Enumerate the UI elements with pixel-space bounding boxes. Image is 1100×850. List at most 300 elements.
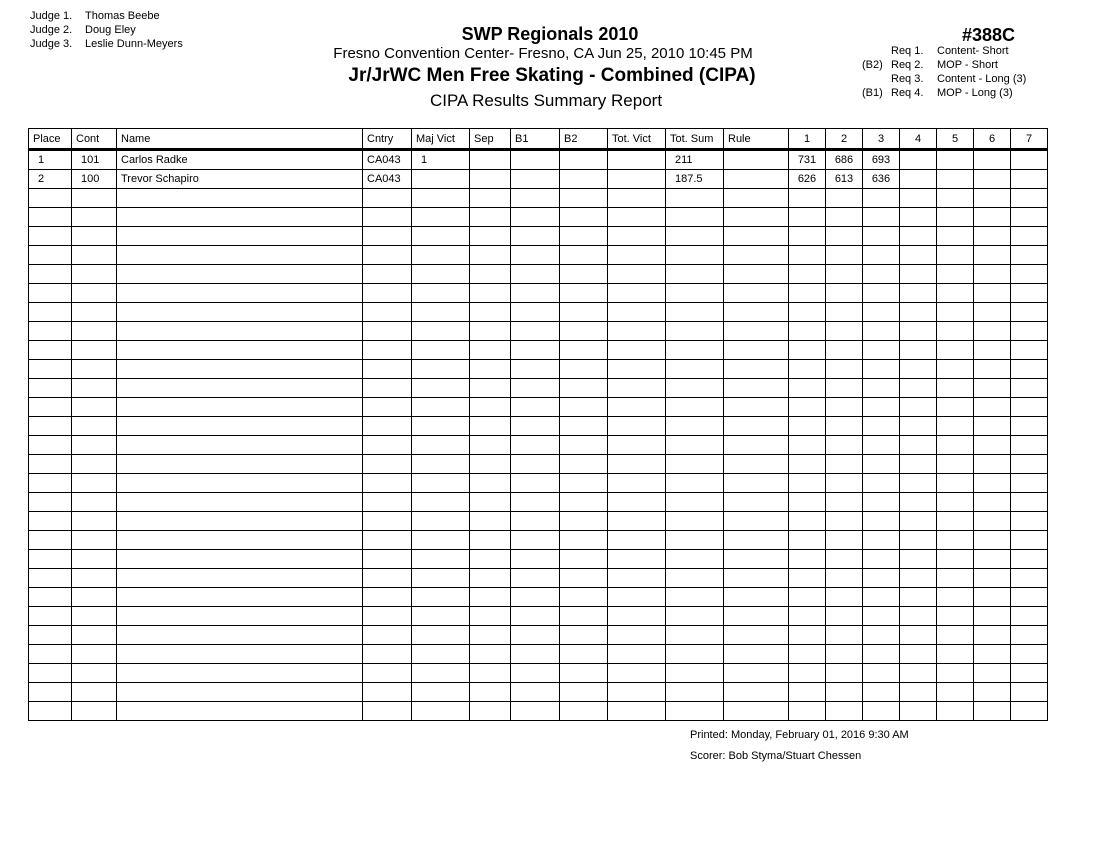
table-cell bbox=[900, 664, 937, 683]
table-cell bbox=[937, 303, 974, 322]
table-cell bbox=[117, 322, 363, 341]
table-cell bbox=[1011, 189, 1048, 208]
report-title: CIPA Results Summary Report bbox=[429, 91, 663, 110]
table-cell bbox=[511, 664, 560, 683]
table-cell bbox=[412, 512, 470, 531]
table-cell bbox=[117, 626, 363, 645]
table-cell bbox=[117, 512, 363, 531]
table-cell bbox=[117, 531, 363, 550]
table-cell bbox=[608, 645, 666, 664]
printed-timestamp: Printed: Monday, February 01, 2016 9:30 AM bbox=[690, 729, 909, 741]
table-cell bbox=[863, 512, 900, 531]
table-cell bbox=[937, 170, 974, 189]
table-cell bbox=[363, 683, 412, 702]
requirement-description: MOP - Short bbox=[937, 59, 998, 71]
table-cell bbox=[29, 550, 72, 569]
results-table bbox=[28, 128, 1048, 721]
table-cell bbox=[863, 493, 900, 512]
table-cell bbox=[900, 398, 937, 417]
table-cell bbox=[724, 607, 789, 626]
table-cell bbox=[560, 455, 608, 474]
judge-name: Leslie Dunn-Meyers bbox=[85, 38, 183, 50]
table-cell bbox=[724, 569, 789, 588]
table-cell bbox=[937, 436, 974, 455]
table-cell bbox=[470, 341, 511, 360]
table-cell bbox=[560, 607, 608, 626]
table-cell bbox=[511, 455, 560, 474]
empty-table-row bbox=[29, 645, 1048, 664]
table-cell bbox=[511, 683, 560, 702]
table-cell bbox=[974, 322, 1011, 341]
table-cell bbox=[666, 360, 724, 379]
table-cell bbox=[937, 645, 974, 664]
table-cell bbox=[1011, 417, 1048, 436]
table-cell bbox=[789, 588, 826, 607]
table-cell bbox=[1011, 512, 1048, 531]
table-cell bbox=[826, 474, 863, 493]
table-cell bbox=[1011, 227, 1048, 246]
table-cell bbox=[974, 531, 1011, 550]
table-cell bbox=[937, 322, 974, 341]
table-cell bbox=[863, 227, 900, 246]
table-cell bbox=[412, 170, 470, 189]
table-cell bbox=[974, 569, 1011, 588]
table-cell bbox=[863, 208, 900, 227]
table-cell bbox=[789, 417, 826, 436]
table-cell bbox=[470, 227, 511, 246]
table-cell bbox=[511, 208, 560, 227]
scorer-line: Scorer: Bob Styma/Stuart Chessen bbox=[690, 750, 862, 762]
table-cell bbox=[666, 683, 724, 702]
table-cell bbox=[412, 436, 470, 455]
table-cell: 1 bbox=[412, 150, 470, 170]
table-cell: 101 bbox=[72, 150, 117, 170]
table-cell bbox=[974, 436, 1011, 455]
table-cell bbox=[117, 341, 363, 360]
table-cell bbox=[412, 246, 470, 265]
table-cell bbox=[666, 664, 724, 683]
table-cell bbox=[937, 455, 974, 474]
table-cell bbox=[560, 645, 608, 664]
table-cell bbox=[412, 645, 470, 664]
table-cell bbox=[363, 265, 412, 284]
empty-table-row bbox=[29, 341, 1048, 360]
table-cell: 693 bbox=[863, 150, 900, 170]
table-cell bbox=[724, 664, 789, 683]
requirements-list bbox=[862, 44, 1026, 100]
table-cell bbox=[974, 702, 1011, 721]
table-cell bbox=[937, 512, 974, 531]
table-cell bbox=[608, 683, 666, 702]
table-cell bbox=[608, 208, 666, 227]
column-header: 5 bbox=[937, 129, 974, 150]
table-cell bbox=[511, 607, 560, 626]
table-cell bbox=[789, 227, 826, 246]
empty-table-row bbox=[29, 607, 1048, 626]
table-cell bbox=[511, 474, 560, 493]
table-cell bbox=[511, 512, 560, 531]
table-cell bbox=[666, 322, 724, 341]
empty-table-row bbox=[29, 588, 1048, 607]
table-cell bbox=[900, 341, 937, 360]
table-cell bbox=[900, 189, 937, 208]
table-cell bbox=[974, 284, 1011, 303]
table-cell bbox=[363, 455, 412, 474]
empty-table-row bbox=[29, 227, 1048, 246]
table-cell bbox=[826, 303, 863, 322]
table-cell bbox=[470, 474, 511, 493]
table-cell bbox=[974, 645, 1011, 664]
table-cell bbox=[470, 607, 511, 626]
table-cell bbox=[117, 265, 363, 284]
table-cell bbox=[724, 626, 789, 645]
table-cell bbox=[470, 588, 511, 607]
table-cell bbox=[511, 531, 560, 550]
table-cell bbox=[937, 398, 974, 417]
table-cell bbox=[789, 493, 826, 512]
table-cell bbox=[900, 436, 937, 455]
table-cell bbox=[117, 360, 363, 379]
table-cell bbox=[789, 664, 826, 683]
table-cell bbox=[29, 189, 72, 208]
table-cell bbox=[470, 436, 511, 455]
table-cell bbox=[666, 645, 724, 664]
table-cell bbox=[900, 227, 937, 246]
table-cell bbox=[937, 284, 974, 303]
table-cell bbox=[974, 150, 1011, 170]
table-cell bbox=[117, 246, 363, 265]
empty-table-row bbox=[29, 512, 1048, 531]
table-cell bbox=[937, 569, 974, 588]
column-header: Tot. Sum bbox=[666, 129, 724, 150]
table-cell bbox=[1011, 170, 1048, 189]
empty-table-row bbox=[29, 379, 1048, 398]
table-cell bbox=[724, 417, 789, 436]
table-cell bbox=[724, 645, 789, 664]
table-cell bbox=[363, 588, 412, 607]
table-cell bbox=[724, 436, 789, 455]
table-cell bbox=[470, 246, 511, 265]
table-cell bbox=[863, 360, 900, 379]
table-cell bbox=[72, 284, 117, 303]
table-cell bbox=[974, 246, 1011, 265]
table-cell bbox=[363, 550, 412, 569]
table-cell bbox=[789, 303, 826, 322]
table-cell bbox=[900, 417, 937, 436]
table-cell bbox=[29, 569, 72, 588]
table-cell bbox=[72, 645, 117, 664]
table-cell bbox=[412, 550, 470, 569]
requirement-description: MOP - Long (3) bbox=[937, 87, 1013, 99]
table-cell bbox=[1011, 702, 1048, 721]
table-cell bbox=[1011, 550, 1048, 569]
judge-name: Doug Eley bbox=[85, 24, 136, 36]
table-cell bbox=[608, 379, 666, 398]
table-cell bbox=[412, 702, 470, 721]
table-cell bbox=[608, 246, 666, 265]
empty-table-row bbox=[29, 474, 1048, 493]
table-cell bbox=[863, 607, 900, 626]
requirement-number: Req 4. bbox=[891, 87, 924, 99]
table-cell bbox=[117, 417, 363, 436]
table-cell bbox=[560, 322, 608, 341]
table-cell bbox=[560, 531, 608, 550]
table-cell bbox=[412, 379, 470, 398]
table-cell bbox=[470, 645, 511, 664]
table-cell bbox=[363, 189, 412, 208]
table-cell bbox=[72, 246, 117, 265]
table-cell bbox=[560, 493, 608, 512]
table-cell bbox=[666, 398, 724, 417]
table-cell bbox=[608, 588, 666, 607]
table-cell bbox=[29, 455, 72, 474]
table-cell bbox=[900, 150, 937, 170]
table-cell bbox=[826, 683, 863, 702]
table-cell bbox=[363, 664, 412, 683]
table-cell bbox=[724, 474, 789, 493]
table-cell bbox=[363, 208, 412, 227]
table-cell bbox=[117, 379, 363, 398]
table-cell bbox=[363, 417, 412, 436]
table-cell bbox=[29, 512, 72, 531]
table-cell bbox=[412, 227, 470, 246]
table-cell bbox=[560, 626, 608, 645]
requirement-entry bbox=[862, 44, 1026, 58]
table-cell bbox=[72, 417, 117, 436]
table-cell bbox=[608, 265, 666, 284]
table-cell bbox=[937, 265, 974, 284]
empty-table-row bbox=[29, 208, 1048, 227]
table-cell bbox=[29, 607, 72, 626]
table-cell bbox=[666, 531, 724, 550]
table-cell bbox=[724, 398, 789, 417]
table-cell bbox=[470, 189, 511, 208]
table-cell bbox=[974, 550, 1011, 569]
table-cell bbox=[666, 303, 724, 322]
table-cell bbox=[72, 360, 117, 379]
table-cell bbox=[511, 417, 560, 436]
table-cell bbox=[560, 683, 608, 702]
table-cell bbox=[826, 265, 863, 284]
table-cell bbox=[666, 607, 724, 626]
table-cell bbox=[72, 455, 117, 474]
table-cell bbox=[412, 588, 470, 607]
column-header: 6 bbox=[974, 129, 1011, 150]
table-cell bbox=[560, 341, 608, 360]
table-cell bbox=[863, 417, 900, 436]
table-cell bbox=[412, 284, 470, 303]
column-header: Maj Vict bbox=[412, 129, 470, 150]
table-cell bbox=[117, 683, 363, 702]
table-cell bbox=[72, 550, 117, 569]
table-cell bbox=[470, 683, 511, 702]
table-cell bbox=[826, 702, 863, 721]
table-cell bbox=[608, 150, 666, 170]
table-cell bbox=[72, 189, 117, 208]
empty-table-row bbox=[29, 360, 1048, 379]
table-cell bbox=[363, 436, 412, 455]
table-cell bbox=[117, 702, 363, 721]
empty-table-row bbox=[29, 436, 1048, 455]
table-cell bbox=[72, 379, 117, 398]
table-cell bbox=[608, 189, 666, 208]
table-cell bbox=[974, 360, 1011, 379]
table-cell bbox=[412, 493, 470, 512]
table-cell bbox=[29, 531, 72, 550]
table-header-row bbox=[29, 129, 1048, 150]
table-cell bbox=[363, 512, 412, 531]
table-cell bbox=[1011, 588, 1048, 607]
requirement-entry bbox=[862, 72, 1026, 86]
table-cell bbox=[72, 588, 117, 607]
table-cell bbox=[666, 493, 724, 512]
table-cell bbox=[608, 322, 666, 341]
event-title: Jr/JrWC Men Free Skating - Combined (CIPA) bbox=[348, 65, 756, 86]
table-cell bbox=[724, 360, 789, 379]
table-cell bbox=[900, 208, 937, 227]
table-cell bbox=[666, 455, 724, 474]
table-cell bbox=[412, 664, 470, 683]
table-cell bbox=[1011, 360, 1048, 379]
table-cell bbox=[511, 550, 560, 569]
table-cell bbox=[560, 227, 608, 246]
table-cell bbox=[470, 303, 511, 322]
table-cell bbox=[412, 341, 470, 360]
table-cell bbox=[826, 341, 863, 360]
table-cell bbox=[863, 455, 900, 474]
table-cell bbox=[608, 493, 666, 512]
table-cell bbox=[826, 512, 863, 531]
table-cell bbox=[789, 246, 826, 265]
table-cell bbox=[724, 208, 789, 227]
table-cell bbox=[72, 626, 117, 645]
table-cell bbox=[470, 170, 511, 189]
table-cell bbox=[470, 531, 511, 550]
table-cell bbox=[511, 189, 560, 208]
table-cell bbox=[117, 645, 363, 664]
table-cell bbox=[72, 683, 117, 702]
column-header: 7 bbox=[1011, 129, 1048, 150]
table-cell bbox=[1011, 398, 1048, 417]
table-cell bbox=[608, 702, 666, 721]
table-cell bbox=[608, 550, 666, 569]
table-cell bbox=[1011, 645, 1048, 664]
table-cell bbox=[72, 227, 117, 246]
column-header: 2 bbox=[826, 129, 863, 150]
table-cell bbox=[900, 474, 937, 493]
table-cell bbox=[412, 607, 470, 626]
table-cell bbox=[826, 417, 863, 436]
table-cell: 613 bbox=[826, 170, 863, 189]
table-cell bbox=[29, 303, 72, 322]
table-cell bbox=[937, 246, 974, 265]
table-cell bbox=[826, 398, 863, 417]
table-cell bbox=[511, 436, 560, 455]
table-cell bbox=[789, 531, 826, 550]
judge-name: Thomas Beebe bbox=[85, 10, 160, 22]
table-cell bbox=[608, 436, 666, 455]
table-cell bbox=[29, 284, 72, 303]
table-cell bbox=[789, 189, 826, 208]
table-cell bbox=[608, 569, 666, 588]
table-cell bbox=[363, 379, 412, 398]
table-cell bbox=[511, 493, 560, 512]
table-cell bbox=[826, 360, 863, 379]
table-cell bbox=[974, 341, 1011, 360]
table-cell bbox=[789, 702, 826, 721]
table-cell bbox=[412, 208, 470, 227]
requirement-bracket: (B1) bbox=[862, 87, 883, 99]
table-cell bbox=[412, 360, 470, 379]
table-cell bbox=[29, 417, 72, 436]
table-cell bbox=[412, 189, 470, 208]
table-cell bbox=[608, 531, 666, 550]
table-cell bbox=[826, 569, 863, 588]
table-cell bbox=[117, 284, 363, 303]
table-cell bbox=[666, 417, 724, 436]
table-cell bbox=[117, 664, 363, 683]
table-cell bbox=[666, 284, 724, 303]
table-cell bbox=[724, 284, 789, 303]
table-cell bbox=[900, 170, 937, 189]
table-cell bbox=[363, 360, 412, 379]
table-cell bbox=[789, 512, 826, 531]
table-row bbox=[29, 150, 1048, 170]
requirement-number: Req 3. bbox=[891, 73, 924, 85]
table-cell bbox=[470, 664, 511, 683]
table-cell bbox=[937, 417, 974, 436]
table-cell bbox=[560, 208, 608, 227]
table-cell bbox=[937, 607, 974, 626]
table-cell bbox=[470, 455, 511, 474]
table-cell bbox=[363, 702, 412, 721]
table-cell bbox=[974, 303, 1011, 322]
table-cell bbox=[789, 208, 826, 227]
table-cell bbox=[974, 398, 1011, 417]
table-cell bbox=[412, 455, 470, 474]
table-cell bbox=[863, 474, 900, 493]
table-cell bbox=[974, 664, 1011, 683]
empty-table-row bbox=[29, 531, 1048, 550]
table-cell bbox=[560, 303, 608, 322]
table-cell bbox=[789, 474, 826, 493]
table-cell bbox=[666, 208, 724, 227]
table-cell bbox=[117, 455, 363, 474]
table-cell bbox=[560, 360, 608, 379]
table-cell bbox=[826, 227, 863, 246]
table-cell bbox=[724, 341, 789, 360]
table-cell bbox=[363, 284, 412, 303]
table-cell bbox=[724, 531, 789, 550]
table-cell bbox=[560, 265, 608, 284]
table-cell bbox=[900, 683, 937, 702]
table-cell bbox=[117, 398, 363, 417]
empty-table-row bbox=[29, 664, 1048, 683]
empty-table-row bbox=[29, 626, 1048, 645]
table-cell bbox=[666, 436, 724, 455]
table-cell bbox=[608, 341, 666, 360]
table-cell bbox=[863, 531, 900, 550]
table-cell bbox=[900, 455, 937, 474]
table-cell bbox=[560, 417, 608, 436]
table-cell: CA043 bbox=[363, 170, 412, 189]
table-cell bbox=[117, 303, 363, 322]
table-cell bbox=[470, 265, 511, 284]
table-cell bbox=[724, 189, 789, 208]
table-cell bbox=[789, 379, 826, 398]
table-cell bbox=[29, 702, 72, 721]
table-cell bbox=[608, 417, 666, 436]
